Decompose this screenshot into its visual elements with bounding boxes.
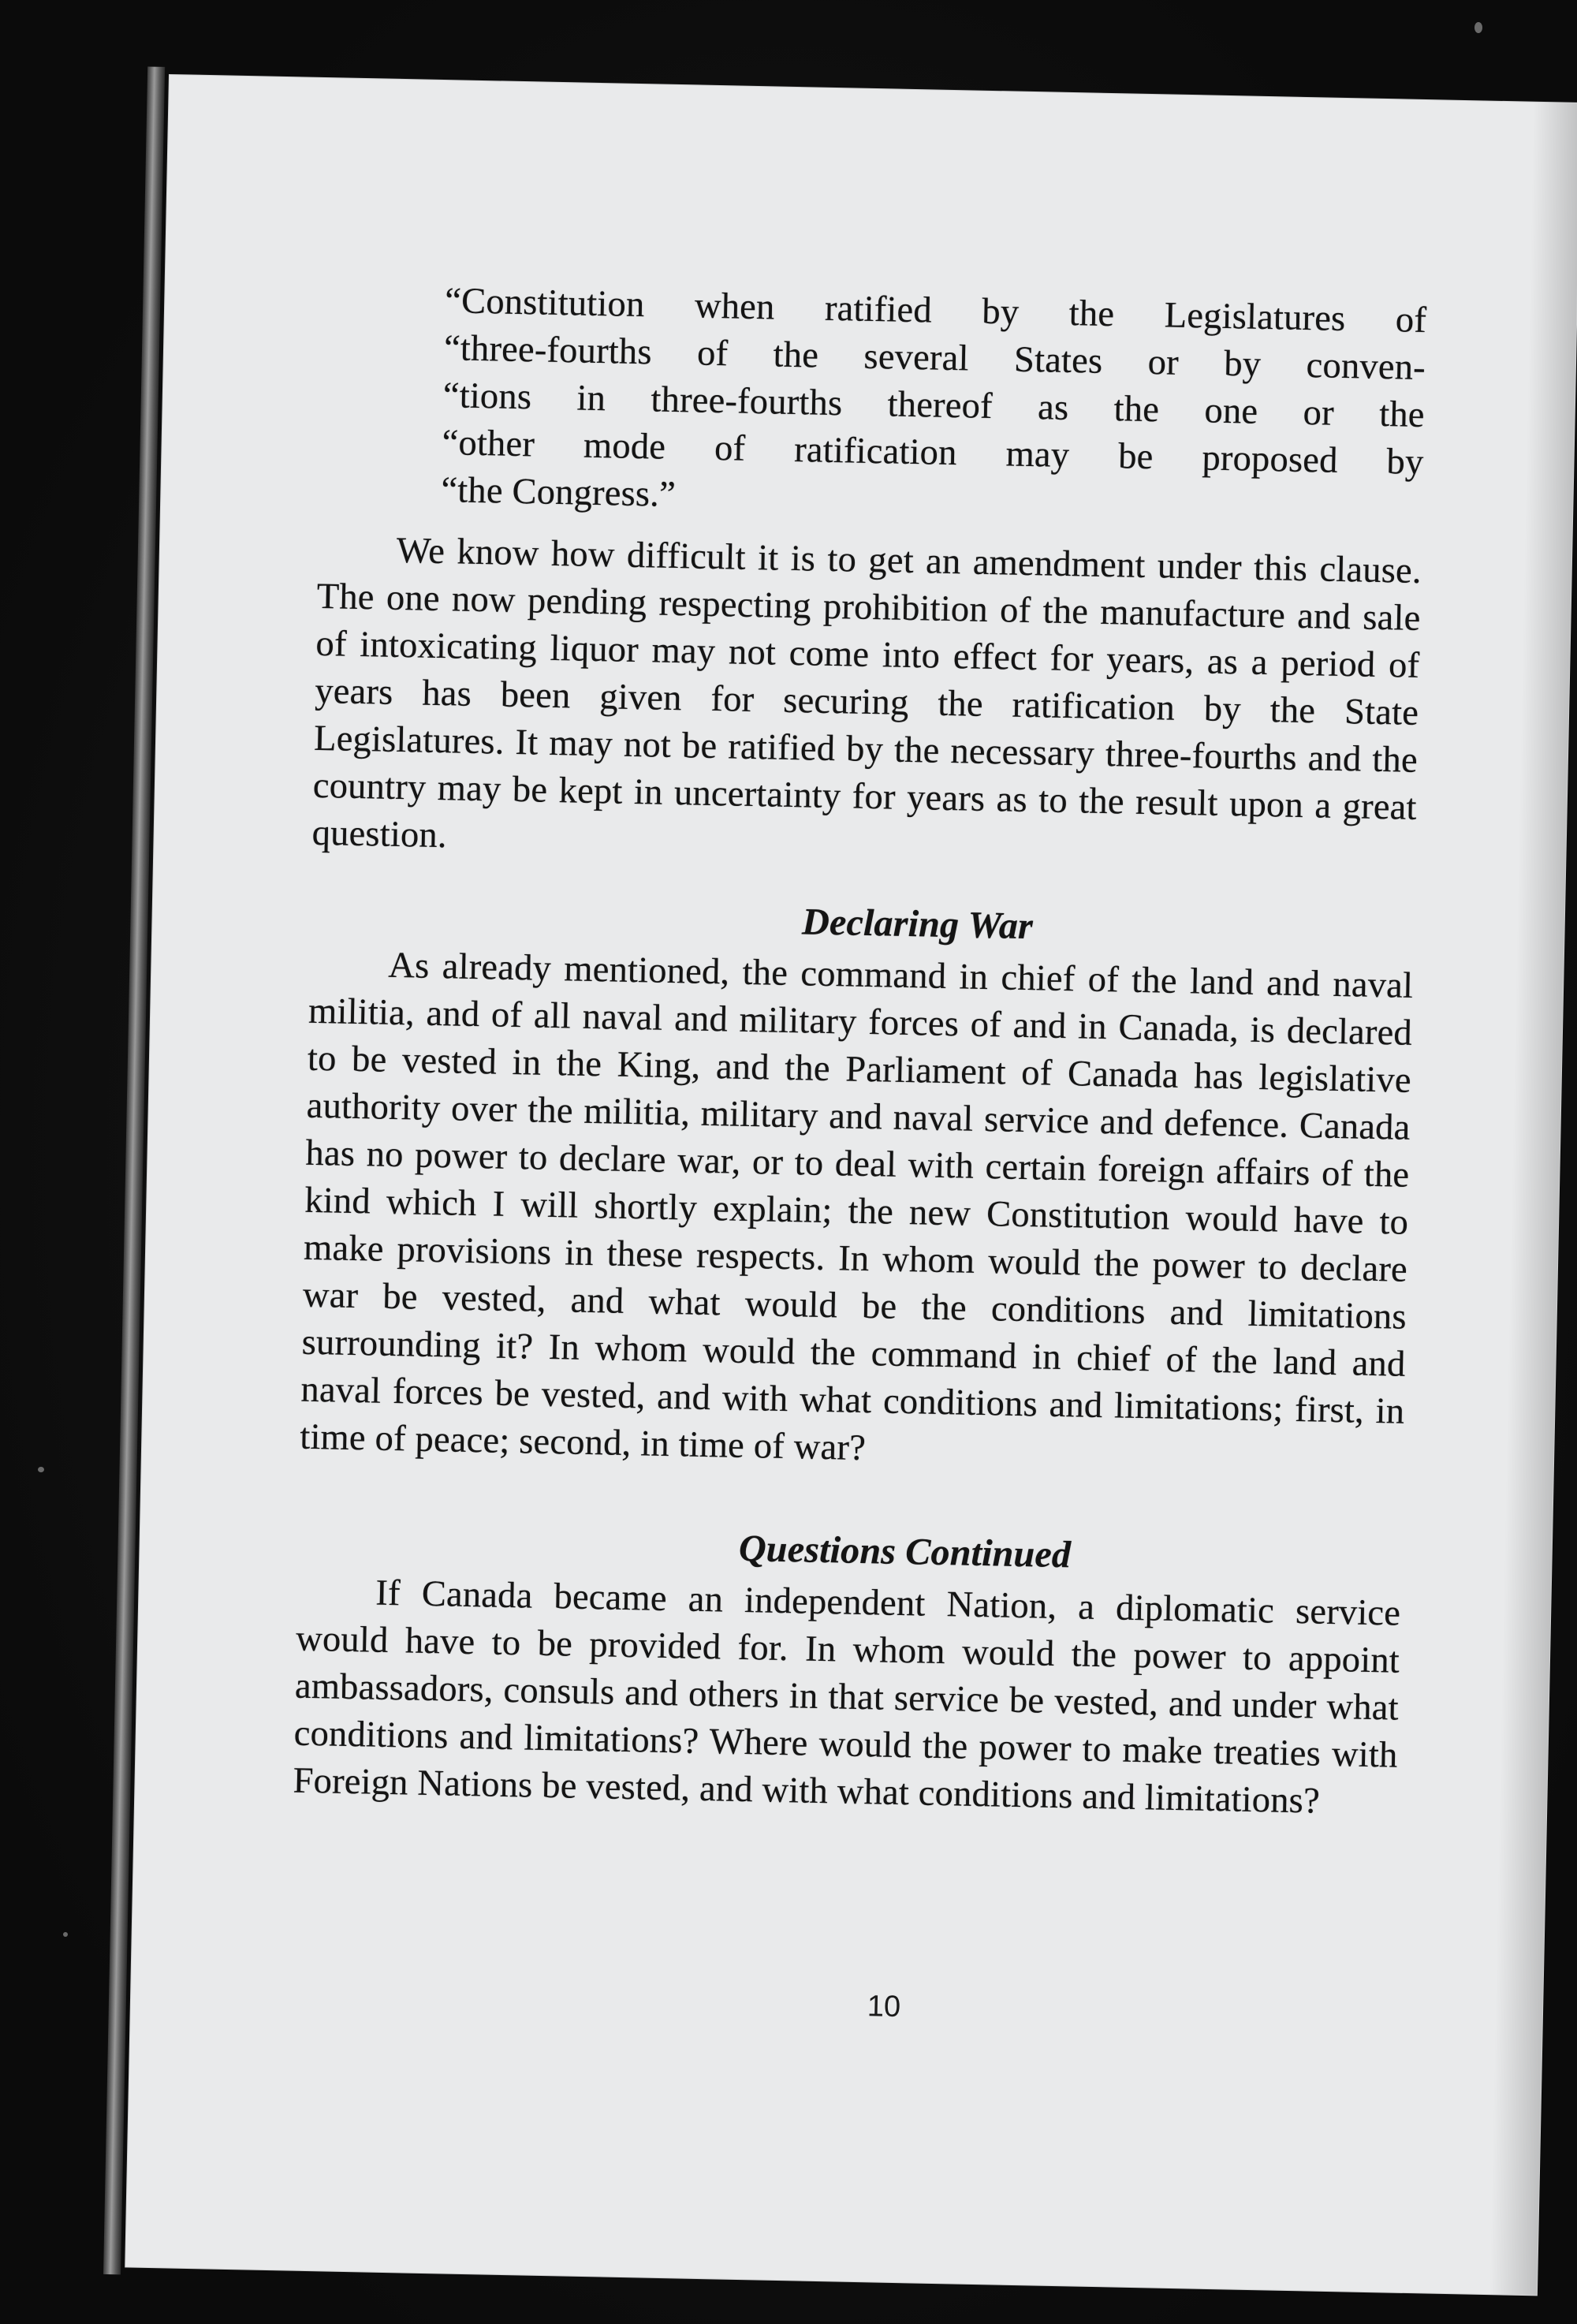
quote-line: “other mode of ratification may be proposed by — [442, 423, 1424, 483]
paragraph-declaring-war: As already mentioned, the command in chief of the land and naval militia, and of all naval and military forces of and in Canada, is declared to be vested in the King, and the Parliament of Canada has legislative authority over the militia, military and naval service and defence. Canada has no power to declare war, or to deal with certain foreign affairs of the kind which I will shortly explain; the new Constitution would have to make provisions in these respects. In whom would the power to declare war be vested, and what would be the conditions and limitations surrounding it? In whom would the command in chief of the land and naval forces be vested, and with what conditions and limitations; first, in time of peace; second, in time of war? — [299, 945, 1414, 1469]
constitution-quote — [319, 275, 1427, 534]
section-heading-declaring-war: Declaring War — [801, 901, 1034, 948]
dust-speck — [1474, 22, 1482, 33]
quote-line: “three-fourths of the several States or by conven- — [443, 328, 1426, 389]
dust-speck — [38, 1467, 44, 1472]
page-number: 10 — [867, 1990, 901, 2024]
quote-line: “the Congress.” — [440, 470, 677, 515]
quote-line: “tions in three-fourths thereof as the one or the — [442, 375, 1426, 436]
page-text — [293, 275, 1427, 1827]
book-page — [125, 75, 1577, 2295]
dust-speck — [63, 1932, 68, 1937]
paragraph-amendment: We know how difficult it is to get an amendment under this clause. The one now pending respecting prohibition of the manufacture and sale of intoxicating liquor may not come into effect for years, as a period of years has been given for securing the ratification by the State Legislatures. It may not be ratified by the necessary three-fourths and the country may be kept in uncertainty for years as to the result upon a great question. — [311, 530, 1422, 856]
quote-line: “Constitution when ratified by the Legislatures of — [444, 281, 1427, 341]
section-heading-questions-continued: Questions Continued — [738, 1527, 1072, 1576]
paragraph-diplomatic-service: If Canada became an independent Nation, a diplomatic service would have to be provided for. In whom would the power to appoint ambassadors, consuls and others in that service be vested, and under what conditions and limitations? Where would the power to make treaties with Foreign Nations be vested, and with what conditions and limitations? — [293, 1572, 1401, 1822]
